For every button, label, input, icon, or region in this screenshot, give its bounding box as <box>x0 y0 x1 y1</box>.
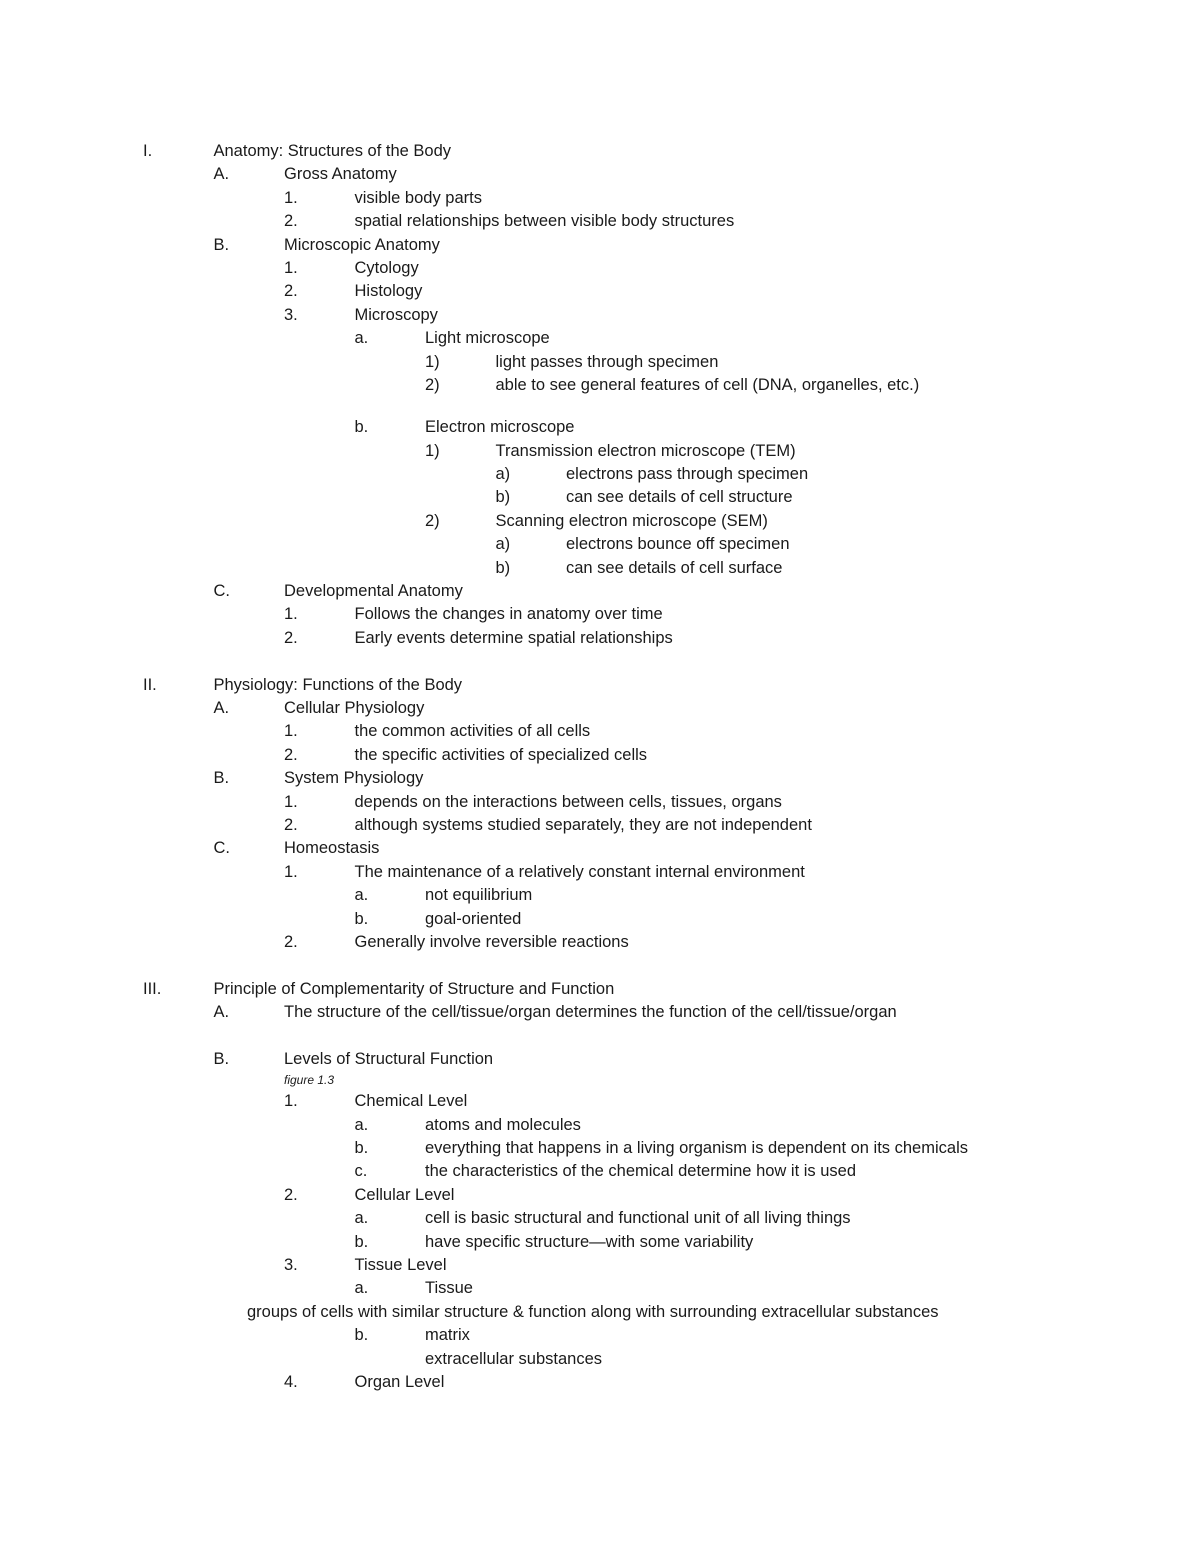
outline-text: Microscopic Anatomy <box>284 235 440 254</box>
outline-marker: A. <box>213 698 230 717</box>
outline-marker: 1. <box>284 188 298 207</box>
outline-marker: a) <box>495 465 511 484</box>
outline-text: goal-oriented <box>425 909 522 928</box>
outline-item <box>0 557 1200 580</box>
outline-text: Generally involve reversible reactions <box>354 932 629 951</box>
outline-text: Cytology <box>354 258 419 277</box>
outline-text: The structure of the cell/tissue/organ determines the function of the cell/tissue/organ <box>284 1003 897 1022</box>
outline-text: have specific structure—with some variability <box>425 1232 754 1251</box>
outline-text: cell is basic structural and functional unit of all living things <box>425 1209 851 1228</box>
outline-item <box>0 1048 1200 1071</box>
outline-marker: b. <box>354 1139 369 1158</box>
outline-marker: 2. <box>284 1185 298 1204</box>
outline-marker: b. <box>354 1326 369 1345</box>
outline-item <box>0 1071 1200 1090</box>
outline-marker: 2. <box>284 932 298 951</box>
outline-item <box>0 978 1200 1001</box>
outline-text: Cellular Level <box>354 1185 455 1204</box>
outline-item <box>0 603 1200 626</box>
outline-marker: 2. <box>284 282 298 301</box>
outline-item <box>0 1348 1200 1371</box>
outline-marker: 1. <box>284 1092 298 1111</box>
outline-text: Light microscope <box>425 329 550 348</box>
outline-item <box>0 351 1200 374</box>
outline-marker: 1. <box>284 258 298 277</box>
outline-text: Transmission electron microscope (TEM) <box>495 441 796 460</box>
outline-text: the specific activities of specialized cells <box>354 745 648 764</box>
outline-marker: 3. <box>284 1255 298 1274</box>
outline-marker: a. <box>354 886 369 905</box>
outline-marker: a. <box>354 329 369 348</box>
outline-item <box>0 837 1200 860</box>
outline-text: the characteristics of the chemical determine how it is used <box>425 1162 857 1181</box>
outline-text: can see details of cell surface <box>566 558 783 577</box>
outline-text: depends on the interactions between cells, tissues, organs <box>354 792 782 811</box>
outline-text: Scanning electron microscope (SEM) <box>495 511 768 530</box>
outline-marker: a. <box>354 1209 369 1228</box>
outline-text: Physiology: Functions of the Body <box>213 675 463 694</box>
outline-text: atoms and molecules <box>425 1115 581 1134</box>
outline-item <box>0 1231 1200 1254</box>
outline-marker: 1) <box>425 352 440 371</box>
outline-text: The maintenance of a relatively constant internal environment <box>354 862 805 881</box>
blank-line <box>0 397 1200 416</box>
outline-marker: b) <box>495 488 511 507</box>
outline-text: spatial relationships between visible body structures <box>354 212 735 231</box>
outline-item <box>0 210 1200 233</box>
outline-item <box>0 510 1200 533</box>
outline-text: electrons bounce off specimen <box>566 535 790 554</box>
outline-item <box>0 1114 1200 1137</box>
outline-text: Electron microscope <box>425 418 575 437</box>
outline-text: extracellular substances <box>425 1349 603 1368</box>
outline-item <box>0 1254 1200 1277</box>
outline-text: electrons pass through specimen <box>566 465 809 484</box>
outline-marker: a) <box>495 535 511 554</box>
outline-marker: 2) <box>425 511 440 530</box>
outline-text: System Physiology <box>284 769 424 788</box>
outline-item <box>0 884 1200 907</box>
outline-item <box>0 1160 1200 1183</box>
document-outline <box>0 140 1200 1394</box>
outline-item <box>0 533 1200 556</box>
outline-item <box>0 327 1200 350</box>
outline-text: matrix <box>425 1326 470 1345</box>
outline-item <box>0 931 1200 954</box>
outline-marker: 1. <box>284 722 298 741</box>
blank-line <box>0 650 1200 673</box>
outline-marker: B. <box>213 235 230 254</box>
outline-item <box>0 416 1200 439</box>
outline-item <box>0 1324 1200 1347</box>
outline-text: Principle of Complementarity of Structure and Function <box>213 979 615 998</box>
outline-text: able to see general features of cell (DNA, organelles, etc.) <box>495 375 920 394</box>
outline-marker: 2. <box>284 212 298 231</box>
outline-item <box>0 1371 1200 1394</box>
outline-item <box>0 440 1200 463</box>
outline-marker: III. <box>143 979 162 998</box>
outline-marker: C. <box>213 582 230 601</box>
outline-text: Tissue Level <box>354 1255 447 1274</box>
outline-item <box>0 767 1200 790</box>
outline-marker: a. <box>354 1115 369 1134</box>
outline-text: Cellular Physiology <box>284 698 425 717</box>
outline-marker: b) <box>495 558 511 577</box>
outline-text: light passes through specimen <box>495 352 719 371</box>
outline-text: Organ Level <box>354 1372 445 1391</box>
outline-text: although systems studied separately, they are not independent <box>354 815 812 834</box>
outline-marker: 1. <box>284 792 298 811</box>
outline-item <box>0 486 1200 509</box>
outline-item <box>0 720 1200 743</box>
outline-item <box>0 1301 1200 1324</box>
outline-item <box>0 674 1200 697</box>
outline-text: Gross Anatomy <box>284 165 397 184</box>
outline-text: Chemical Level <box>354 1092 468 1111</box>
outline-item <box>0 1001 1200 1024</box>
outline-marker: 1. <box>284 862 298 881</box>
outline-text: Microscopy <box>354 305 438 324</box>
outline-text: Follows the changes in anatomy over time <box>354 605 663 624</box>
figure-reference: figure 1.3 <box>284 1073 335 1088</box>
outline-marker: b. <box>354 418 369 437</box>
outline-text: everything that happens in a living organism is dependent on its chemicals <box>425 1139 968 1158</box>
outline-marker: b. <box>354 1232 369 1251</box>
outline-text: visible body parts <box>354 188 482 207</box>
outline-text: Early events determine spatial relationships <box>354 628 673 647</box>
outline-item <box>0 304 1200 327</box>
outline-text: Homeostasis <box>284 839 380 858</box>
blank-line <box>0 954 1200 977</box>
outline-marker: 2. <box>284 745 298 764</box>
outline-marker: 2. <box>284 815 298 834</box>
outline-marker: b. <box>354 909 369 928</box>
outline-text: not equilibrium <box>425 886 533 905</box>
outline-marker: I. <box>143 142 153 160</box>
outline-marker: 4. <box>284 1372 298 1391</box>
outline-marker: a. <box>354 1279 369 1298</box>
outline-item <box>0 1277 1200 1300</box>
outline-item <box>0 744 1200 767</box>
outline-item <box>0 697 1200 720</box>
outline-item <box>0 861 1200 884</box>
outline-item <box>0 814 1200 837</box>
outline-text: Histology <box>354 282 423 301</box>
outline-item <box>0 1207 1200 1230</box>
outline-item <box>0 791 1200 814</box>
outline-marker: 2. <box>284 628 298 647</box>
outline-item <box>0 374 1200 397</box>
outline-item <box>0 908 1200 931</box>
outline-marker: 3. <box>284 305 298 324</box>
outline-item <box>0 627 1200 650</box>
outline-text: Developmental Anatomy <box>284 582 463 601</box>
outline-item <box>0 1184 1200 1207</box>
outline-text: the common activities of all cells <box>354 722 591 741</box>
outline-text: Anatomy: Structures of the Body <box>213 142 452 160</box>
outline-text: can see details of cell structure <box>566 488 793 507</box>
outline-marker: A. <box>213 165 230 184</box>
outline-marker: B. <box>213 769 230 788</box>
outline-marker: II. <box>143 675 157 694</box>
outline-text: groups of cells with similar structure & function along with surrounding extracellular substances <box>247 1302 939 1321</box>
outline-marker: C. <box>213 839 230 858</box>
outline-item <box>0 140 1200 163</box>
outline-marker: c. <box>354 1162 368 1181</box>
outline-marker: 1. <box>284 605 298 624</box>
outline-marker: B. <box>213 1049 230 1068</box>
outline-marker: 2) <box>425 375 440 394</box>
outline-item <box>0 187 1200 210</box>
outline-item <box>0 463 1200 486</box>
outline-item <box>0 1137 1200 1160</box>
outline-item <box>0 163 1200 186</box>
outline-item <box>0 234 1200 257</box>
outline-text: Levels of Structural Function <box>284 1049 494 1068</box>
outline-marker: A. <box>213 1003 230 1022</box>
outline-marker: 1) <box>425 441 440 460</box>
outline-item <box>0 1090 1200 1113</box>
outline-item <box>0 257 1200 280</box>
outline-item <box>0 280 1200 303</box>
outline-text: Tissue <box>425 1279 473 1298</box>
outline-item <box>0 580 1200 603</box>
blank-line <box>0 1024 1200 1047</box>
